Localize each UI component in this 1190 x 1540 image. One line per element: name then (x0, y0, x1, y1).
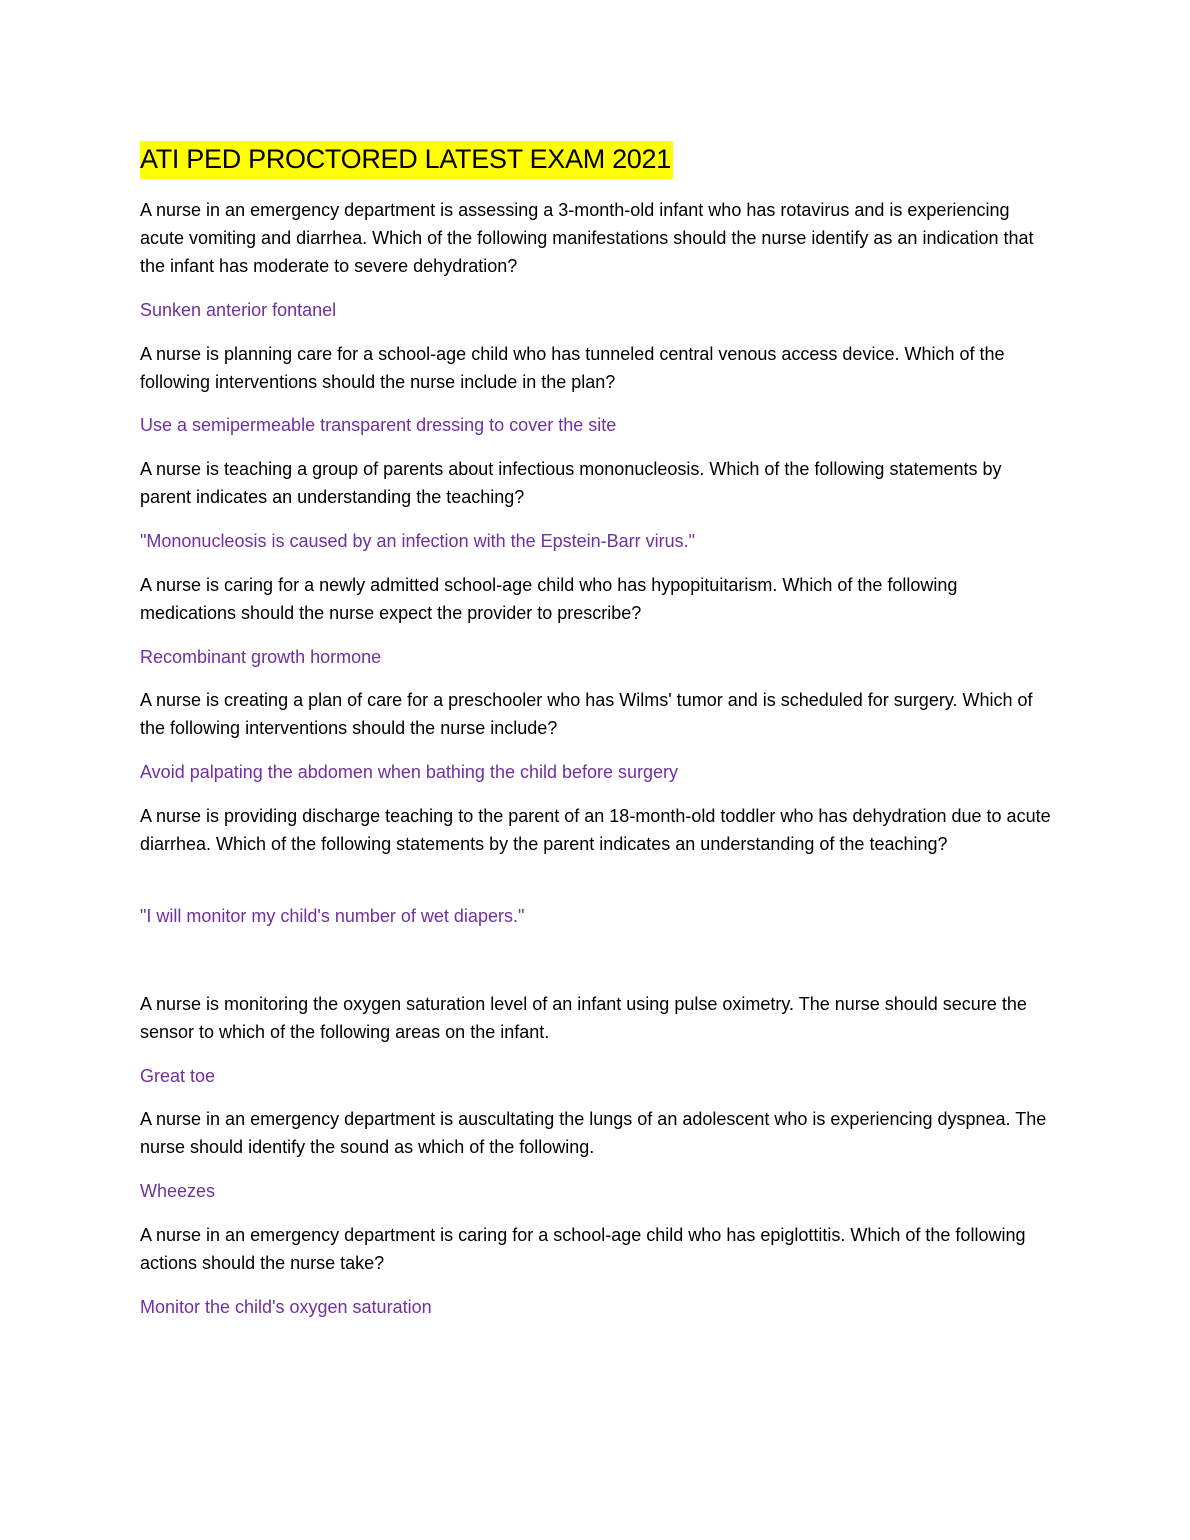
question-8: A nurse in an emergency department is auscultating the lungs of an adolescent who is experiencing dyspnea. The nurse should identify the sound as which of the following. (140, 1109, 1047, 1158)
answer-4: Recombinant growth hormone (140, 647, 382, 667)
question-6: A nurse is providing discharge teaching to the parent of an 18-month-old toddler who has dehydration due to acute diarrhea. Which of the following statements by the parent indicates an understanding of the teaching? (140, 806, 1051, 855)
answer-1: Sunken anterior fontanel (140, 300, 337, 320)
answer-3: "Mononucleosis is caused by an infection with the Epstein-Barr virus." (140, 531, 696, 551)
document-title: ATI PED PROCTORED LATEST EXAM 2021 (140, 141, 673, 179)
answer-8: Wheezes (140, 1181, 216, 1201)
question-4: A nurse is caring for a newly admitted school-age child who has hypopituitarism. Which of the following medications should the nurse expect the provider to prescribe? (140, 575, 958, 624)
question-2: A nurse is planning care for a school-age child who has tunneled central venous access device. Which of the following interventions should the nurse include in the plan? (140, 344, 1005, 393)
answer-6: "I will monitor my child's number of wet diapers." (140, 906, 525, 926)
question-1: A nurse in an emergency department is assessing a 3-month-old infant who has rotavirus and is experiencing acute vomiting and diarrhea. Which of the following manifestations should the nurse identify as an indication that the infant has moderate to severe dehydration? (140, 200, 1034, 277)
question-9: A nurse in an emergency department is caring for a school-age child who has epiglottitis. Which of the following actions should the nurse take? (140, 1225, 1026, 1274)
answer-5: Avoid palpating the abdomen when bathing the child before surgery (140, 762, 679, 782)
question-7: A nurse is monitoring the oxygen saturation level of an infant using pulse oximetry. The nurse should secure the sensor to which of the following areas on the infant. (140, 994, 1027, 1043)
answer-2: Use a semipermeable transparent dressing to cover the site (140, 415, 617, 435)
question-3: A nurse is teaching a group of parents about infectious mononucleosis. Which of the following statements by parent indicates an understanding the teaching? (140, 459, 1002, 508)
answer-9: Monitor the child's oxygen saturation (140, 1297, 432, 1317)
question-5: A nurse is creating a plan of care for a preschooler who has Wilms' tumor and is scheduled for surgery. Which of the following interventions should the nurse include? (140, 690, 1033, 739)
answer-7: Great toe (140, 1066, 216, 1086)
